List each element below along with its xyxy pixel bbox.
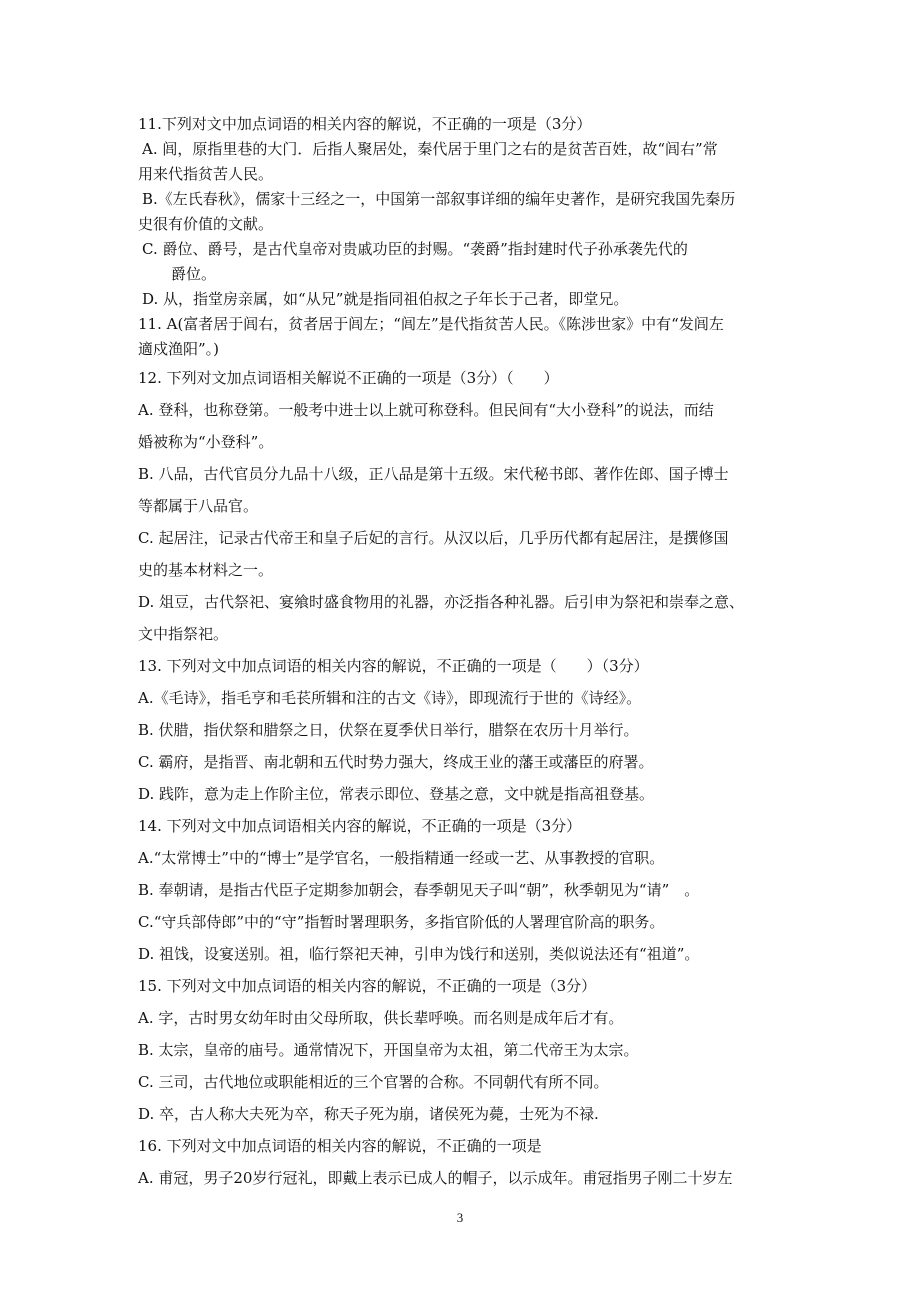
question-13-stem: 13. 下列对文中加点词语的相关内容的解说，不正确的一项是（ ）（3分）	[138, 657, 649, 675]
question-13-option-b: B. 伏腊，指伏祭和腊祭之日，伏祭在夏季伏日举行，腊祭在农历十月举行。	[138, 721, 639, 739]
question-14-option-d: D. 祖饯，设宴送别。祖，临行祭祀天神，引申为饯行和送别，类似说法还有“祖道”。	[138, 945, 700, 963]
question-12-option-d-continued: 文中指祭祀。	[138, 625, 229, 643]
question-14-option-c: C.“守兵部侍郎”中的“守”指暂时署理职务，多指官阶低的人署理官阶高的职务。	[138, 913, 665, 931]
question-15-option-d: D. 卒，古人称大夫死为卒，称天子死为崩，诸侯死为薨，士死为不禄.	[138, 1105, 599, 1123]
question-14-option-b: B. 奉朝请，是指古代臣子定期参加朝会，春季朝见天子叫“朝”，秋季朝见为“请” 。	[138, 881, 700, 899]
question-15-option-b: B. 太宗，皇帝的庙号。通常情况下，开国皇帝为太祖，第二代帝王为太宗。	[138, 1041, 639, 1059]
question-14-option-a: A.“太常博士”中的“博士”是学官名，一般指精通一经或一艺、从事教授的官职。	[138, 849, 665, 867]
option-b: B.《左氏春秋》，儒家十三经之一，中国第一部叙事详细的编年史著作，是研究我国先秦历	[142, 190, 736, 208]
question-15-option-a: A. 字，古时男女幼年时由父母所取，供长辈呼唤。而名则是成年后才有。	[138, 1009, 624, 1027]
option-c-continued: 爵位。	[171, 265, 217, 283]
question-12-option-a-continued: 婚被称为“小登科”。	[138, 433, 274, 451]
document-body	[138, 112, 798, 1194]
question-16-option-a: A. 甫冠，男子20岁行冠礼，即戴上表示已成人的帽子，以示成年。甫冠指男子刚二十岁左	[138, 1169, 733, 1187]
question-16-stem: 16. 下列对文中加点词语的相关内容的解说，不正确的一项是	[138, 1137, 542, 1155]
option-a: A. 闾，原指里巷的大门．后指人聚居处，秦代居于里门之右的是贫苦百姓，故“闾右”常	[142, 140, 718, 158]
question-11	[138, 112, 798, 362]
page-number: 3	[456, 1210, 464, 1225]
option-b-continued: 史很有价值的文献。	[138, 215, 274, 233]
question-12-option-c: C. 起居注，记录古代帝王和皇子后妃的言行。从汉以后，几乎历代都有起居注，是撰修国	[138, 529, 729, 547]
option-d: D. 从，指堂房亲属，如“从兄”就是指同祖伯叔之子年长于己者，即堂兄。	[142, 290, 629, 308]
option-c: C. 爵位、爵号，是古代皇帝对贵戚功臣的封赐。“袭爵”指封建时代子孙承袭先代的	[142, 240, 688, 258]
question-15-option-c: C. 三司，古代地位或职能相近的三个官署的合称。不同朝代有所不同。	[138, 1073, 609, 1091]
question-12-option-b-continued: 等都属于八品官。	[138, 497, 259, 515]
question-stem: 11.下列对文中加点词语的相关内容的解说，不正确的一项是（3分）	[138, 115, 592, 133]
question-12-option-c-continued: 史的基本材料之一。	[138, 561, 274, 579]
question-12-option-b: B. 八品，古代官员分九品十八级，正八品是第十五级。宋代秘书郎、著作佐郎、国子博士	[138, 465, 729, 483]
question-13-option-a: A.《毛诗》，指毛亨和毛苌所辑和注的古文《诗》，即现流行于世的《诗经》。	[138, 689, 642, 707]
question-13-option-c: C. 霸府，是指晋、南北朝和五代时势力强大，终成王业的藩王或藩臣的府署。	[138, 753, 654, 771]
option-a-continued: 用来代指贫苦人民。	[138, 165, 274, 183]
question-12-option-d: D. 俎豆，古代祭祀、宴飨时盛食物用的礼器，亦泛指各种礼器。后引申为祭祀和崇奉之意、	[138, 593, 745, 611]
question-15-stem: 15. 下列对文中加点词语的相关内容的解说，不正确的一项是（3分）	[138, 977, 597, 995]
question-13-option-d: D. 践阼，意为走上作阶主位，常表示即位、登基之意，文中就是指高祖登基。	[138, 785, 655, 803]
answer-11: 11. A(富者居于闾右，贫者居于闾左；“闾左”是代指贫苦人民。《陈涉世家》中有“发闾左	[138, 315, 724, 333]
questions-12-16	[138, 362, 798, 1194]
question-12-option-a: A. 登科，也称登第。一般考中进士以上就可称登科。但民间有“大小登科”的说法，而结	[138, 401, 714, 419]
question-12-stem: 12. 下列对文加点词语相关解说不正确的一项是（3分）（ ）	[138, 369, 559, 387]
answer-11-continued: 適戍渔阳”。)	[138, 340, 220, 358]
question-14-stem: 14. 下列对文中加点词语相关内容的解说，不正确的一项是（3分）	[138, 817, 582, 835]
